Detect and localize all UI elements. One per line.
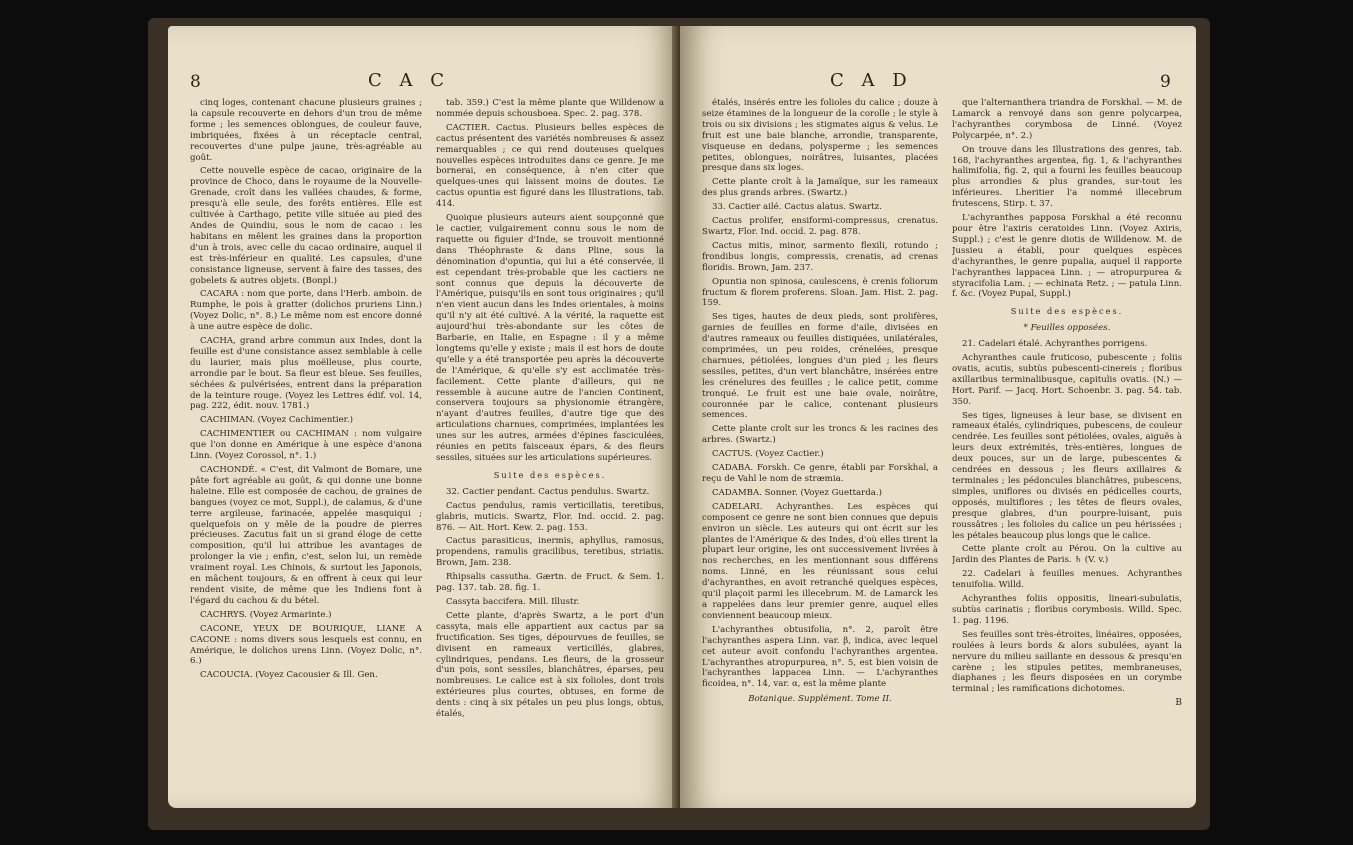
page-number-left: 8 xyxy=(190,72,201,92)
paragraph: 33. Cactier ailé. Cactus alatus. Swartz. xyxy=(712,202,882,213)
paragraph: CACHIMAN. (Voyez Cachimentier.) xyxy=(200,415,353,426)
paragraph: CACARA : nom que porte, dans l'Herb. amboin. de Rumphe, le pois à gratter (dolichos pruriens Linn.) (Voyez Dolic, n°. 8.) Le même nom est encore donné à une autre espèce de dolic. xyxy=(190,289,422,333)
paragraph: Cette plante croît au Pérou. On la cultive au Jardin des Plantes de Paris. ♄ (V. v.) xyxy=(952,544,1182,566)
paragraph: Cette plante croît à la Jamaïque, sur les rameaux des plus grands arbres. (Swartz.) xyxy=(702,177,938,199)
page-footer: Botanique. Supplément. Tome II. xyxy=(748,694,892,705)
paragraph: cinq loges, contenant chacune plusieurs graines ; la capsule recouverte en dehors d'un trou de même forme ; les semences oblongues, de couleur fauve, imbriquées, fixées à un réceptacle central, recouvertes d'une pulpe jaune, très-agréable au goût. xyxy=(190,98,422,163)
paragraph: Cette nouvelle espèce de cacao, originaire de la province de Choco, dans le royaume de la Nouvelle-Grenade, croît dans les vallées chaudes, & forme, presqu'à elle seule, des forêts entières. Elle est cultivée à Carthago, petite ville située au pied des Andes de Quindiu, sous le nom de cacao : les habitans en mêlent les graines dans la proportion d'un à trois, avec celle du cacao ordinaire, auquel il est très-inférieur en qualité. Les capsules, d'une consistance ligneuse, servent à faire des tasses, des gobelets & autres objets. (Bonpl.) xyxy=(190,166,422,286)
paragraph: que l'alternanthera triandra de Forskhal. — M. de Lamarck a renvoyé dans son genre polycarpea, l'achyranthes corymbosa de Linné. (Voyez Polycarpée, n°. 2.) xyxy=(952,98,1182,141)
running-head-right: C A D xyxy=(830,70,913,91)
paragraph: CADAMBA. Sonner. (Voyez Guettarda.) xyxy=(712,487,882,498)
paragraph: Quoique plusieurs auteurs aient soupçonné que le cactier, vulgairement connu sous le nom de raquette ou figuier d'Inde, se trouvoit mentionné dans Théophraste & dans Pline, sous la dénomination d'opuntia, qui lui a été conservée, il est cependant très-probable que les cactiers ne sont connus que depuis la découverte de l'Amérique, puisqu'ils en sont tous originaires ; qu'il n'en vient aucun dans les Indes orientales, à moins qu'il n'y ait été cultivé. A la vérité, la raquette est aujourd'hui très-abondante sur les côtes de Barbarie, en Italie, en Espagne : il y a même longtems qu'elle y existe ; mais il est hors de doute qu'elle y a été transportée peu après la découverte de l'Amérique, & qu'elle s'y est acclimatée très-facilement. Cette plante d'ailleurs, qui ne ressemble à aucune autre de l'ancien Continent, conservera toujours sa physionomie étrangère, n'ayant d'autres feuilles, d'autre tige que des articulations charnues, comprimées, implantées les unes sur les autres, armées d'épines fasciculées, réunies en petits faisceaux épars, & des fleurs sessiles, situées sur les articulations supérieures. xyxy=(436,213,664,463)
paragraph: Cette plante, d'après Swartz, a le port d'un cassyta, mais elle appartient aux cactus par sa fructification. Ses tiges, dépourvues de feuilles, se divisent en rameaux verticillés, glabres, cylindriques, pendans. Les fleurs, de la grosseur d'un pois, sont sessiles, blanchâtres, éparses, peu nombreuses. Le calice est à six folioles, dont trois extérieures plus courtes, obtuses, en forme de dents : cinq à six pétales un peu plus longs, obtus, étalés, xyxy=(436,610,664,720)
paragraph: Ses tiges, ligneuses à leur base, se divisent en rameaux étalés, cylindriques, pubescens, de couleur cendrée. Les feuilles sont pétiolées, ovales, aiguës à leurs deux extrémités, très-entières, longues de deux pouces, sur un de large, pubescentes & cendrées en dessous ; les fleurs axillaires & terminales ; les pédoncules blanchâtres, pubescens, simples, uniflores ou divisés en pédicelles courts, opposés, multiflores ; les têtes de fleurs ovales, presque glabres, d'un pourpre-luisant, puis roussâtres ; les folioles du calice un peu hérissées ; les pétales beaucoup plus longs que le calice. xyxy=(952,410,1182,541)
paragraph: 21. Cadelari étalé. Achyranthes porrigens. xyxy=(962,339,1148,350)
paragraph: Ses tiges, hautes de deux pieds, sont prolifères, garnies de feuilles en forme d'aile, divisées en d'autres rameaux ou feuilles distiquées, unilatérales, comprimées, un peu roides, crénelées, presque charnues, pétiolées, longues d'un pied ; les fleurs sessiles, petites, d'un vert blanchâtre, insérées entre les crénelures des feuilles ; le calice petit, comme tronqué. Le fruit est une baie ovale, noirâtre, couronnée par le calice, contenant plusieurs semences. xyxy=(702,312,938,421)
running-head-left: C A C xyxy=(368,70,450,91)
section-subheading: * Feuilles opposées. xyxy=(1023,323,1111,334)
paragraph: CACONE, YEUX DE BOURIQUE, LIANE A CACONE : noms divers sous lesquels est connu, en Amérique, le dolichos urens Linn. (Voyez Dolic, n°. 6.) xyxy=(190,623,422,667)
paragraph: CADABA. Forskh. Ce genre, établi par Forskhal, a reçu de Vahl le nom de stræmia. xyxy=(702,463,938,484)
paragraph: Achyranthes caule fruticoso, pubescente ; foliis ovatis, acutis, subtùs pubescenti-cinereis ; floribus axillaribus terminalibusque, capitulis ovatis. (N.) — Hort. Parif. — Jacq. Hort. Schoenbr. 3. pag. 54. tab. 350. xyxy=(952,353,1182,407)
right-page xyxy=(680,26,1196,808)
paragraph: Cactus parasiticus, inermis, aphyllus, ramosus, propendens, ramulis gracilibus, teretibus, striatis. Brown, Jam. 238. xyxy=(436,536,664,569)
paragraph: Cactus mitis, minor, sarmento flexili, rotundo ; frondibus longis, compressis, crenatis, ad crenas floridis. Brown, Jam. 237. xyxy=(702,240,938,273)
paragraph: tab. 359.) C'est la même plante que Willdenow a nommée depuis schousboea. Spec. 2. pag. 378. xyxy=(436,98,664,119)
paragraph: Cactus pendulus, ramis verticillatis, teretibus, glabris, muticis. Swartz, Flor. Ind. occid. 2. pag. 876. — Ait. Hort. Kew. 2. pag. 153. xyxy=(436,500,664,533)
paragraph: On trouve dans les Illustrations des genres, tab. 168, l'achyranthes argentea, fig. 1, & l'achyranthes halimifolia, fig. 2, qui a fourni les feuilles beaucoup plus arrondies & plus grandes, sur-tout les inférieures. Lheritier l'a nommé illecebrum frutescens, Stirp. t. 37. xyxy=(952,144,1182,210)
paragraph: L'achyranthes obtusifolia, n°. 2, paroît être l'achyranthes aspera Linn. var. β, indica, avec lequel cet auteur avoit confondu l'achyranthes argentea. L'achyranthes atropurpurea, n°. 5, est bien voisin de l'achyranthes lappacea Linn. — L'achyranthes ficoidea, n°. 14, var. α, est la même plante xyxy=(702,624,938,690)
paragraph: CADELARI. Achyranthes. Les espèces qui composent ce genre ne sont bien connues que depuis environ un siècle. Les auteurs qui ont écrit sur les plantes de l'Amérique & des Indes, d'où elles tirent la plupart leur origine, les ont successivement livrées à nos recherches, en les mentionnant sous différens noms. Linné, en les réunissant sous celui d'achyranthes, en avoit retranché quelques espèces, qu'il plaçoit parmi les illecebrum. M. de Lamarck les a rappelées dans leur premier genre, auquel elles conviennent beaucoup mieux. xyxy=(702,501,938,621)
left-page xyxy=(168,26,680,808)
paragraph: Rhipsalis cassutha. Gærtn. de Fruct. & Sem. 1. pag. 137. tab. 28. fig. 1. xyxy=(436,572,664,594)
paragraph: Ses feuilles sont très-étroites, linéaires, opposées, roulées à leurs bords & alors subulées, ayant la nervure du milieu saillante en dessous & presqu'en carène ; les stipules petites, membraneuses, diaphanes ; les fleurs disposées en un corymbe terminal ; les ramifications dichotomes. xyxy=(952,629,1182,695)
paragraph: CACHIMENTIER ou CACHIMAN : nom vulgaire que l'on donne en Amérique à une espèce d'anona Linn. (Voyez Corossol, n°. 1.) xyxy=(190,429,422,462)
paragraph: CACHRYS. (Voyez Armarinte.) xyxy=(200,609,332,620)
left-column-2 xyxy=(436,98,664,808)
paragraph: CACHONDÉ. « C'est, dit Valmont de Bomare, une pâte fort agréable au goût, & qui donne une bonne haleine. Elle est composée de cachou, de graines de bangues (voyez ce mot, Suppl.), de calamus, & d'une terre argileuse, farinacée, appelée masquiqui ; quelquefois on y mêle de la poudre de pierres précieuses. Zacutus fait un si grand éloge de cette composition, qu'il lui attribue les avantages de prolonger la vie ; enfin, c'est, selon lui, un remède vraiment royal. Les Chinois, & surtout les Japonois, en mâchent toujours, & en offrent à ceux qui leur rendent visite, de même que les Indiens font à l'égard du cachou & du bétel. xyxy=(190,465,422,606)
paragraph: Cassyta baccifera. Mill. Illustr. xyxy=(446,596,580,607)
signature-mark: B xyxy=(1175,698,1182,709)
paragraph: Opuntia non spinosa, caulescens, è crenis foliorum fructum & florem proferens. Sloan. Jam. Hist. 2. pag. 159. xyxy=(702,276,938,309)
paragraph: CACOUCIA. (Voyez Cacousier & Ill. Gen. xyxy=(200,670,378,681)
paragraph: L'achyranthes papposa Forskhal a été reconnu pour être l'axiris ceratoides Linn. (Voyez Axiris, Suppl.) ; c'est le genre diotis de Willdenow. M. de Jussieu a établi, pour quelques espèces d'achyranthes, le genre pupalia, auquel il rapporte l'achyranthes lappacea Linn. ; — atropurpurea & styracifolia Lam. ; — echinata Retz. ; — patula Linn. f. &c. (Voyez Pupal, Suppl.) xyxy=(952,213,1182,300)
page-number-right: 9 xyxy=(1160,72,1171,92)
paragraph: 22. Cadelari à feuilles menues. Achyranthes tenuifolia. Willd. xyxy=(952,569,1182,591)
paragraph: Achyranthes foliis oppositis, lineari-subulatis, subtùs carinatis ; floribus corymbosis. Willd. Spec. 1. pag. 1196. xyxy=(952,594,1182,626)
left-column-1 xyxy=(190,98,422,808)
right-column-2 xyxy=(952,98,1182,808)
paragraph: 32. Cactier pendant. Cactus pendulus. Swartz. xyxy=(446,486,650,497)
paragraph: CACTUS. (Voyez Cactier.) xyxy=(712,449,824,460)
paragraph: CACHA, grand arbre commun aux Indes, dont la feuille est d'une consistance assez semblable à celle du laurier, mais plus moëlleuse, plus courte, arrondie par le bout. Sa fleur est bleue. Ses feuilles, séchées & pulvérisées, entrent dans la préparation de la teinture rouge. (Voyez les Lettres édif. vol. 14, pag. 222, édit. nouv. 1781.) xyxy=(190,336,422,412)
paragraph: CACTIER. Cactus. Plusieurs belles espèces de cactus présentent des variétés nombreuses & assez remarquables ; ce qui rend douteuses quelques nouvelles espèces introduites dans ce genre. Je me bornerai, en conséquence, à n'en citer que quelques-unes qui laissent moins de doutes. Le cactus opuntia est figuré dans les Illustrations, tab. 414. xyxy=(436,122,664,210)
right-column-1 xyxy=(702,98,938,808)
paragraph: étalés, insérés entre les folioles du calice ; douze à seize étamines de la longueur de la corolle ; le style à trois ou six divisions ; les stigmates aigus & velus. Le fruit est une baie blanche, arrondie, transparente, visqueuse en dedans, polysperme ; les semences petites, oblongues, noirâtres, luisantes, placées presque dans six loges. xyxy=(702,98,938,174)
paragraph: Cactus prolifer, ensiformi-compressus, crenatus. Swartz, Flor. Ind. occid. 2. pag. 878. xyxy=(702,216,938,237)
section-heading: Suite des espèces. xyxy=(1010,306,1124,317)
paragraph: Cette plante croît sur les troncs & les racines des arbres. (Swartz.) xyxy=(702,424,938,446)
section-heading: Suite des espèces. xyxy=(493,469,607,480)
